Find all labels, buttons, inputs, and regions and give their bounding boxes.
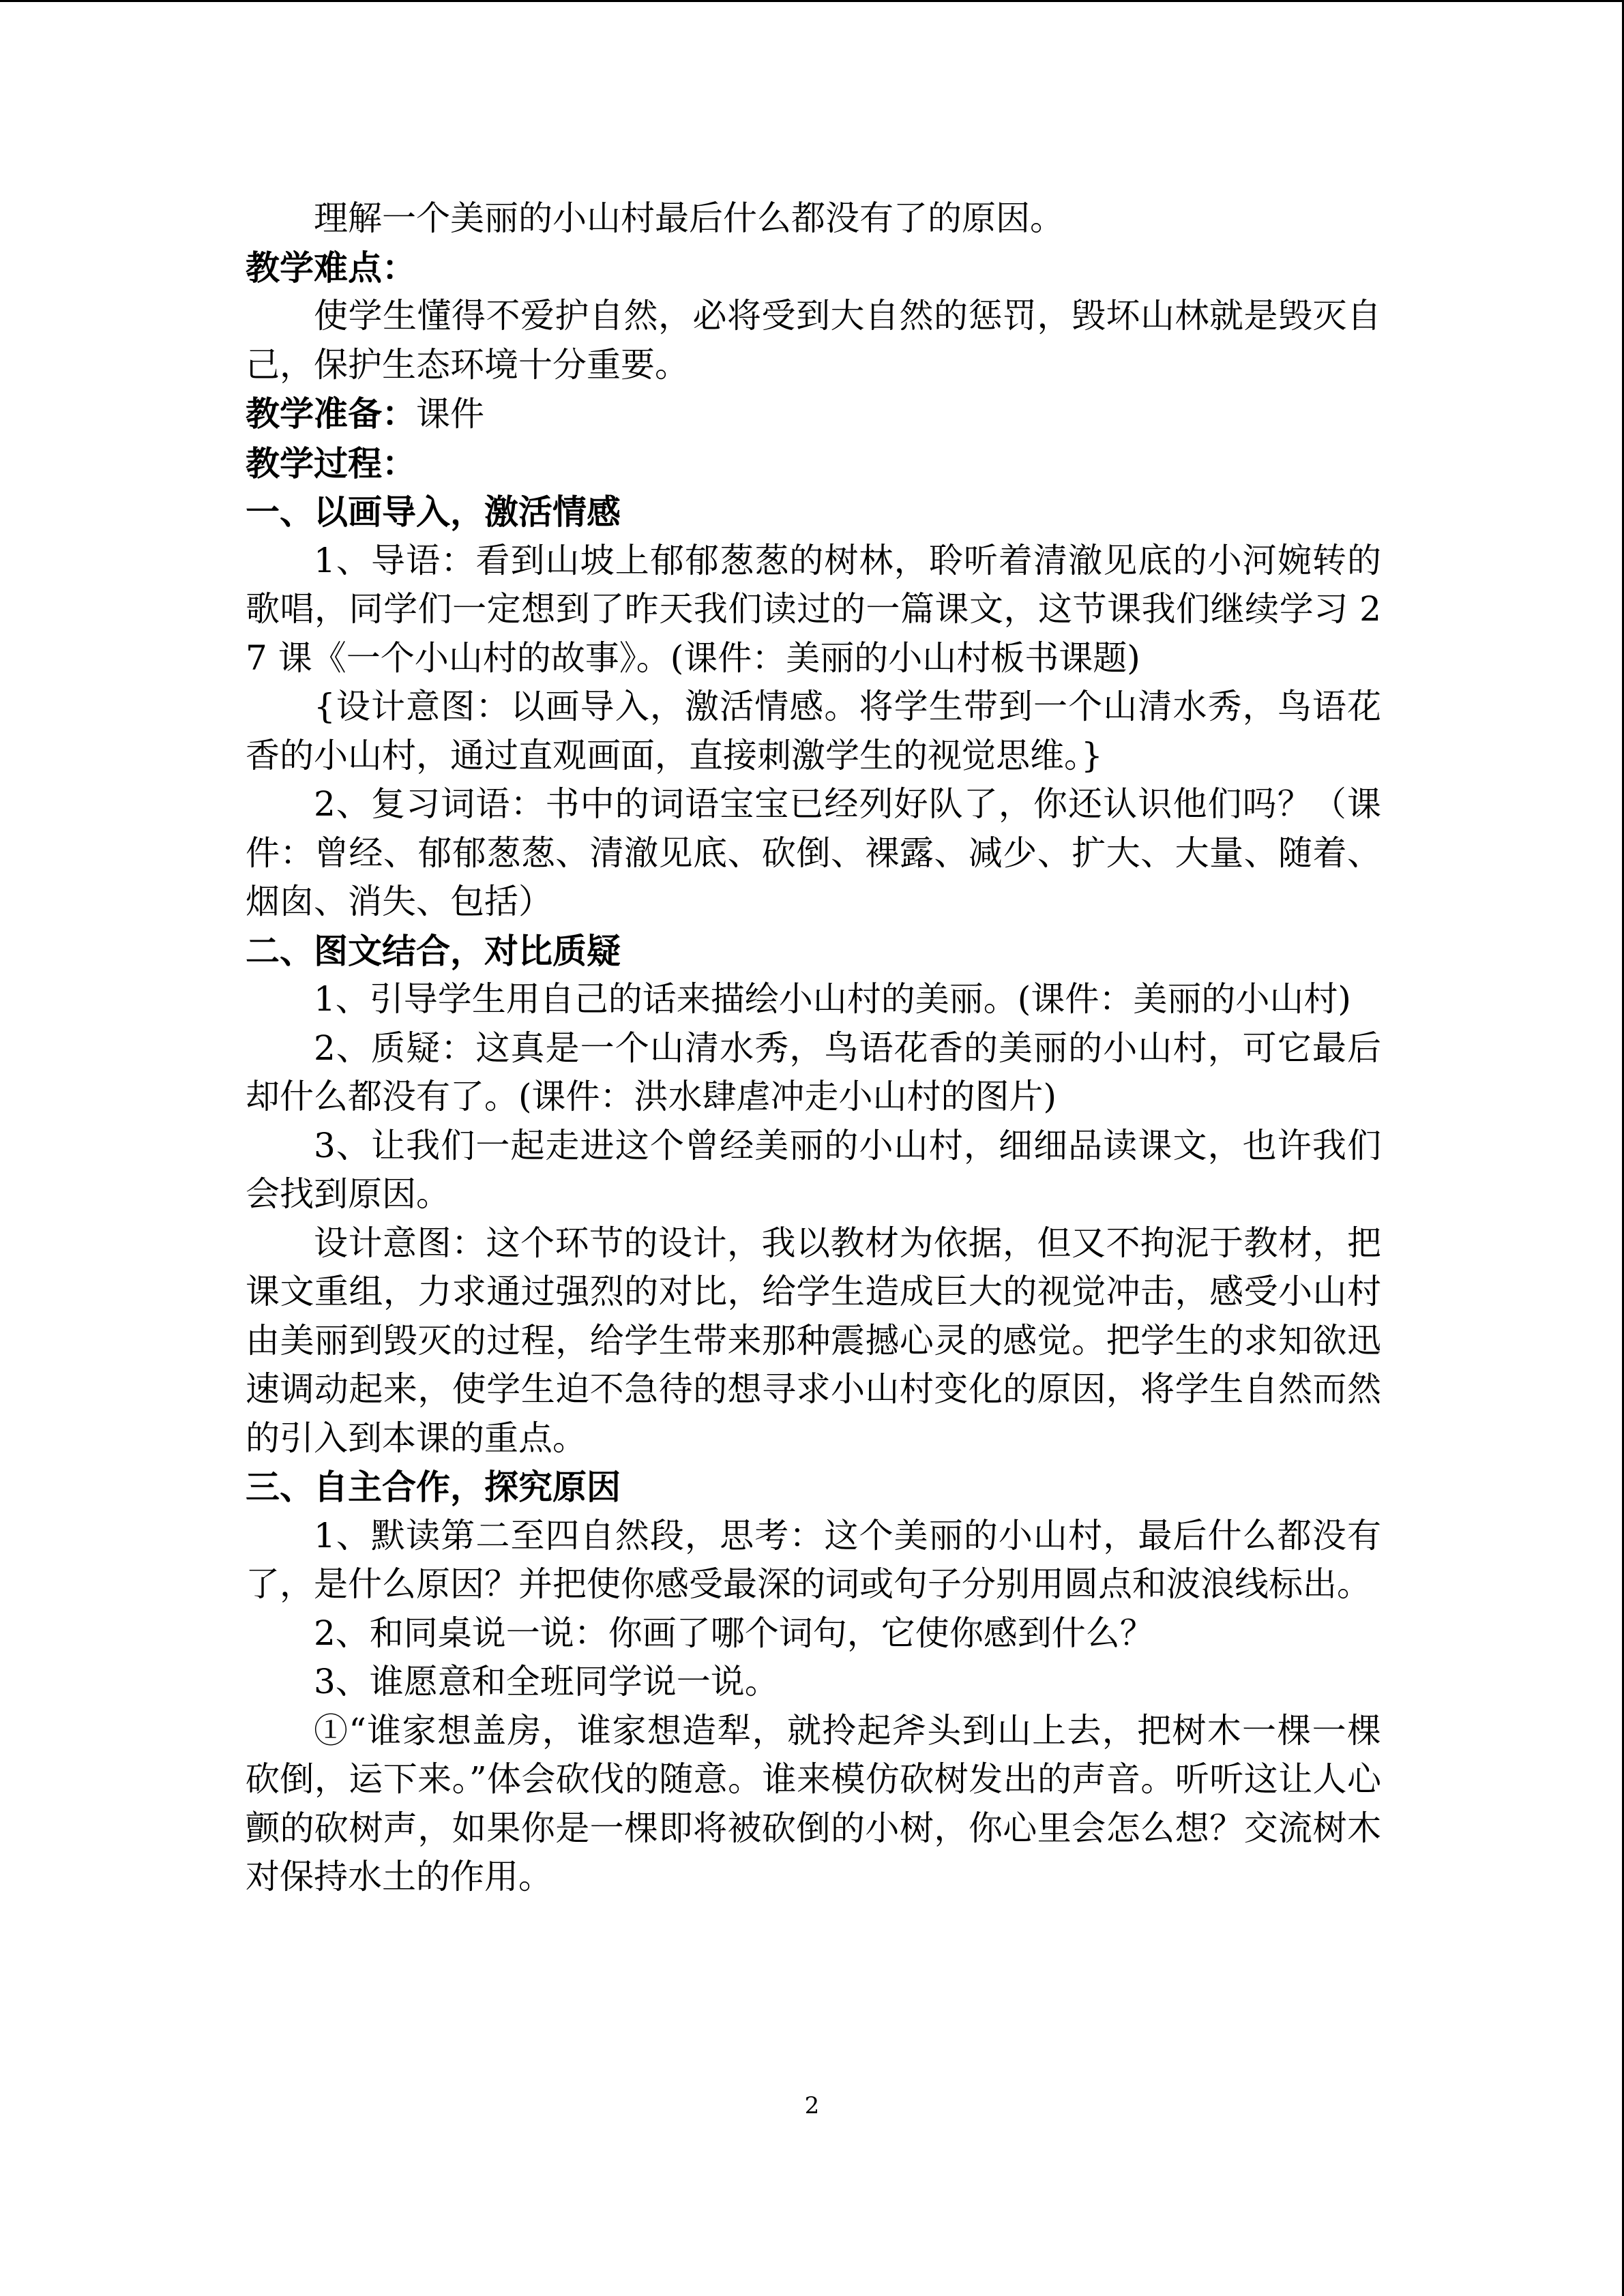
paragraph-describe-village: 1、引导学生用自己的话来描绘小山村的美丽。(课件：美丽的小山村): [314, 979, 1351, 1019]
paragraph-silent-reading: 1、默读第二至四自然段，思考：这个美丽的小山村，最后什么都没有了，是什么原因？并把使你感受最深的词或句子分别用圆点和波浪线标出。: [246, 1515, 1381, 1604]
paragraph-read-text: 3、让我们一起走进这个曾经美丽的小山村，细细品读课文，也许我们会找到原因。: [246, 1125, 1381, 1214]
heading-teaching-difficulty: 教学难点：: [246, 247, 416, 288]
paragraph-class-share: 3、谁愿意和全班同学说一说。: [314, 1662, 779, 1701]
paragraph-quote-analysis: ①“谁家想盖房，谁家想造犁，就拎起斧头到山上去，把树木一棵一棵砍倒，运下来。”体会砍伐的随意。谁来模仿砍树发出的声音。听听这让人心颤的砍树声，如果你是一棵即将被砍倒的小树，你心里会怎么想？交流树木对保持水土的作用。: [246, 1710, 1381, 1896]
page-border-top: [0, 0, 1624, 2]
paragraph-intro-speech: 1、导语：看到山坡上郁郁葱葱的树林，聆听着清澈见底的小河婉转的歌唱，同学们一定想到了昨天我们读过的一篇课文，这节课我们继续学习 27 课《一个小山村的故事》。(课件：美丽的小山村板书课题): [246, 540, 1381, 678]
section-heading-1: 一、以画导入，激活情感: [246, 492, 621, 532]
paragraph-question: 2、质疑：这真是一个山清水秀，鸟语花香的美丽的小山村，可它最后却什么都没有了。(课件：洪水肆虐冲走小山村的图片): [246, 1028, 1381, 1116]
teaching-preparation-value: 课件: [416, 394, 484, 434]
paragraph-discuss-partner: 2、和同桌说一说：你画了哪个词句，它使你感到什么？: [314, 1613, 1154, 1653]
page-number: 2: [804, 2092, 820, 2119]
paragraph-design-intent-1: {设计意图：以画导入，激活情感。将学生带到一个山清水秀，鸟语花香的小山村，通过直观画面，直接刺激学生的视觉思维。}: [246, 687, 1381, 775]
paragraph-key-point: 理解一个美丽的小山村最后什么都没有了的原因。: [314, 198, 1064, 238]
teaching-preparation: [246, 389, 1381, 439]
document-body: [246, 194, 1381, 1902]
section-heading-2: 二、图文结合，对比质疑: [246, 930, 621, 971]
paragraph-design-intent-2: 设计意图：这个环节的设计，我以教材为依据，但又不拘泥于教材，把课文重组，力求通过强烈的对比，给学生造成巨大的视觉冲击，感受小山村由美丽到毁灭的过程，给学生带来那种震撼心灵的感觉。把学生的求知欲迅速调动起来，使学生迫不急待的想寻求小山村变化的原因，将学生自然而然的引入到本课的重点。: [246, 1223, 1381, 1458]
paragraph-teaching-difficulty: 使学生懂得不爱护自然，必将受到大自然的惩罚，毁坏山林就是毁灭自己，保护生态环境十分重要。: [246, 296, 1381, 385]
paragraph-review-words: 2、复习词语：书中的词语宝宝已经列好队了，你还认识他们吗？（课件：曾经、郁郁葱葱、清澈见底、砍倒、裸露、减少、扩大、大量、随着、烟囱、消失、包括）: [246, 784, 1381, 921]
teaching-preparation-label: 教学准备：: [246, 393, 416, 434]
heading-teaching-process: 教学过程：: [246, 443, 416, 483]
section-heading-3: 三、自主合作，探究原因: [246, 1467, 621, 1507]
